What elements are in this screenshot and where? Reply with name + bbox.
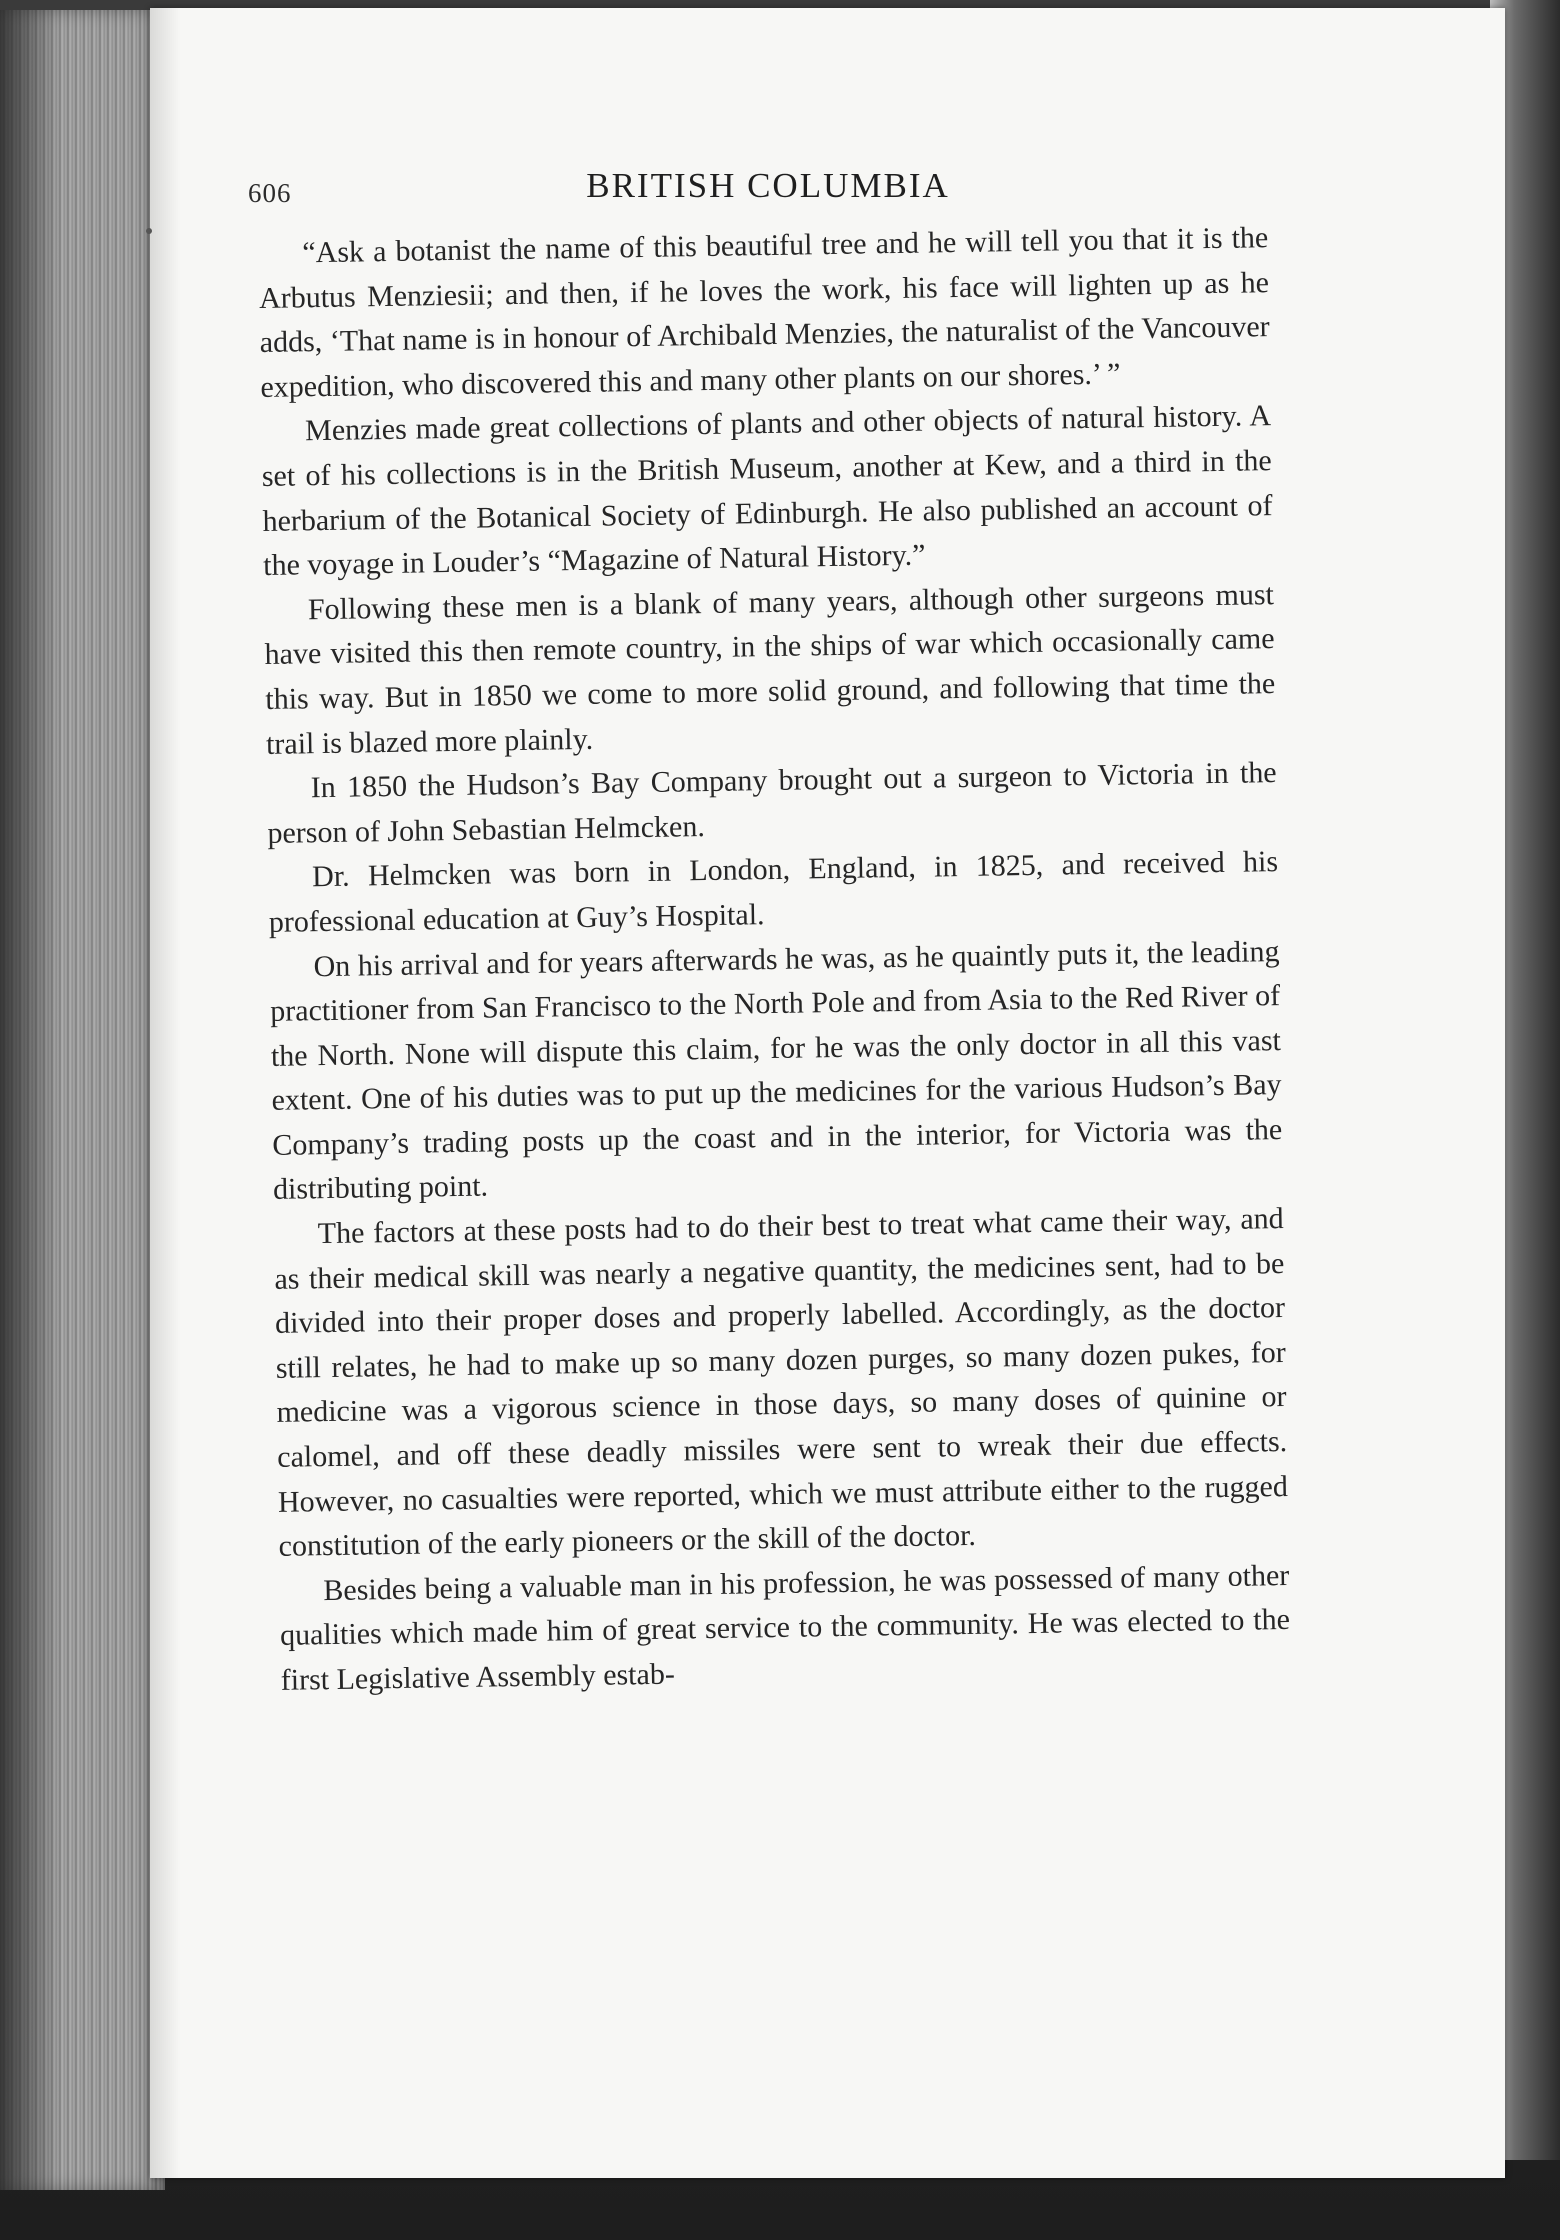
running-head-title: BRITISH COLUMBIA (586, 166, 950, 205)
margin-speck (146, 228, 152, 234)
paragraph-helmcken-birth: Dr. Helmcken was born in London, England, in 1825, and received his professional education at Guy’s Hospital. (268, 845, 1279, 939)
paragraph-blank-years: Following these men is a blank of many years, although other surgeons must have visited this then remote country, in the ships of war which occasionally came this way. But in 1850 we come to more solid ground, and following that time the trail is blazed more plainly. (264, 577, 1276, 761)
paragraph-leading-practitioner: On his arrival and for years afterwards he was, as he quaintly puts it, the leading practitioner from San Francisco to the North Pole and from Asia to the Red River of the North. None will dispute this claim, for he was the only doctor in all this vast extent. One of his duties was to put up the medicines for the various Hudson’s Bay Company’s trading posts up the coast and in the interior, for Victoria was the distributing point. (269, 934, 1283, 1207)
paragraph-factors-medicines: The factors at these posts had to do their best to treat what came their way, and as their medical skill was nearly a negative quantity, the medicines sent, had to be divided into their proper doses and properly labelled. Accordingly, as the doctor still relates, he had to make up so many dozen purges, so many dozen pukes, for medicine was a vigorous science in those days, so many doses of quinine or calomel, and off these deadly missiles were sent to wreak their due effects. However, no casualties were reported, which we must attribute either to the rugged constitution of the early pioneers or the skill of the doctor. (274, 1202, 1289, 1564)
paragraph-quote-arbutus: “Ask a botanist the name of this beautiful tree and he will tell you that it is the Arbutus Menziesii; and then, if he loves the work, his face will lighten up as he adds, ‘That name is in honour of Archibald Menzies, the naturalist of the Vancouver expedition, who discovered this and many other plants on our shores.’ ” (258, 221, 1270, 404)
paragraph-legislative-assembly: Besides being a valuable man in his profession, he was possessed of many other qualities which made him of great service to the community. He was elected to the first Legislative Assembly estab- (279, 1558, 1291, 1697)
body-text (258, 216, 1291, 1703)
paragraph-menzies-collections: Menzies made great collections of plants and other objects of natural history. A set of his collections is in the British Museum, another at Kew, and a third in the herbarium of the Botanical Society of Edinburgh. He also published an account of the voyage in Louder’s “Magazine of Natural History.” (261, 399, 1273, 583)
paragraph-hudsons-bay-surgeon: In 1850 the Hudson’s Bay Company brought out a surgeon to Victoria in the person of John Sebastian Helmcken. (267, 756, 1277, 850)
page-number: 606 (248, 178, 292, 208)
page-edge-shadow (0, 10, 60, 2190)
running-head (248, 160, 1248, 210)
